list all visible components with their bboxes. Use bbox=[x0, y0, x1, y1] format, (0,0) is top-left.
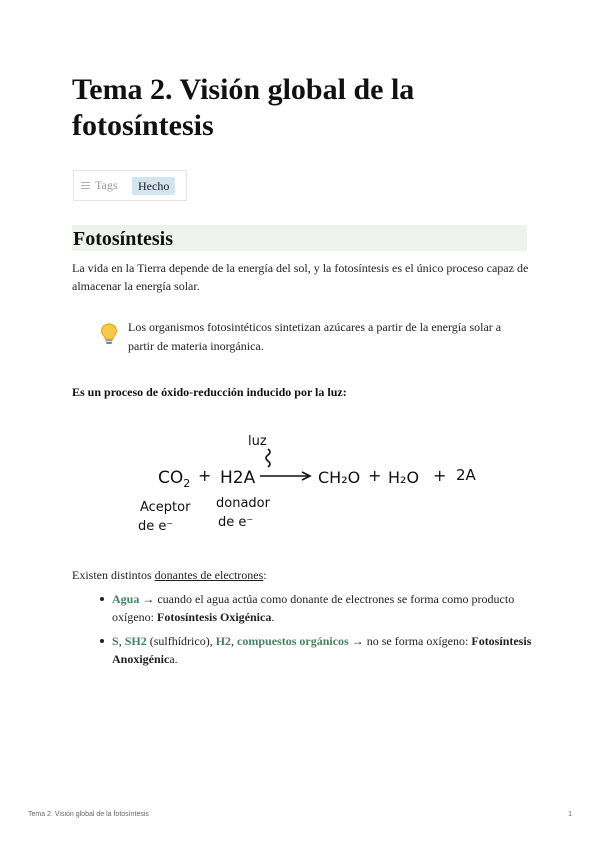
donor-list bbox=[112, 590, 532, 674]
page-title: Tema 2. Visión global de la fotosíntesis bbox=[72, 73, 415, 142]
eq-co2: $CO_2$ bbox=[158, 468, 191, 490]
callout bbox=[100, 318, 520, 356]
list-item: Agua → cuando el agua actúa como donante de electrones se forma como producto oxígeno: Fotosíntesis Oxigénica. bbox=[112, 590, 532, 626]
equation-drawing bbox=[130, 425, 490, 545]
page-number: 1 bbox=[568, 811, 572, 818]
donors-intro: Existen distintos donantes de electrones: bbox=[72, 568, 267, 582]
eq-ch2o: CH₂O bbox=[318, 468, 361, 487]
bold-statement: Es un proceso de óxido-reducción inducido por la luz: bbox=[72, 385, 347, 399]
eq-plus-3: + bbox=[433, 466, 447, 485]
note-donor-e: de e⁻ bbox=[218, 515, 254, 530]
list-icon bbox=[81, 180, 90, 191]
eq-plus-1: + bbox=[198, 466, 212, 485]
page-footer bbox=[28, 811, 572, 818]
callout-text: Los organismos fotosintéticos sintetizan azúcares a partir de la energía solar a partir de materia inorgánica. bbox=[128, 320, 502, 353]
tag-badge[interactable]: Hecho bbox=[132, 177, 175, 195]
intro-paragraph: La vida en la Tierra depende de la energía del sol, y la fotosíntesis es el único proceso capaz de almacenar la energía solar. bbox=[72, 261, 529, 293]
eq-h2o: H₂O bbox=[388, 468, 420, 487]
eq-plus-2: + bbox=[368, 466, 382, 485]
lightbulb-icon bbox=[100, 318, 128, 356]
eq-h2a: H2A bbox=[220, 468, 256, 488]
list-item: S, SH2 (sulfhídrico), H2, compuestos orgánicos → no se forma oxígeno: Fotosíntesis Anoxigénica. bbox=[112, 634, 532, 666]
properties-table bbox=[73, 170, 187, 201]
footer-title: Tema 2. Visión global de la fotosíntesis bbox=[28, 811, 149, 818]
note-acceptor: Aceptor bbox=[140, 500, 191, 515]
tags-label: Tags bbox=[95, 178, 118, 192]
tags-property bbox=[74, 178, 132, 193]
donors-link: donantes de electrones bbox=[154, 568, 264, 582]
note-donor: donador bbox=[216, 496, 270, 511]
section-heading: Fotosíntesis bbox=[72, 225, 527, 251]
light-squiggle bbox=[266, 449, 270, 467]
note-acceptor-e: de e⁻ bbox=[138, 519, 174, 534]
eq-light: luz bbox=[248, 434, 267, 449]
eq-2a: 2A bbox=[456, 466, 476, 484]
